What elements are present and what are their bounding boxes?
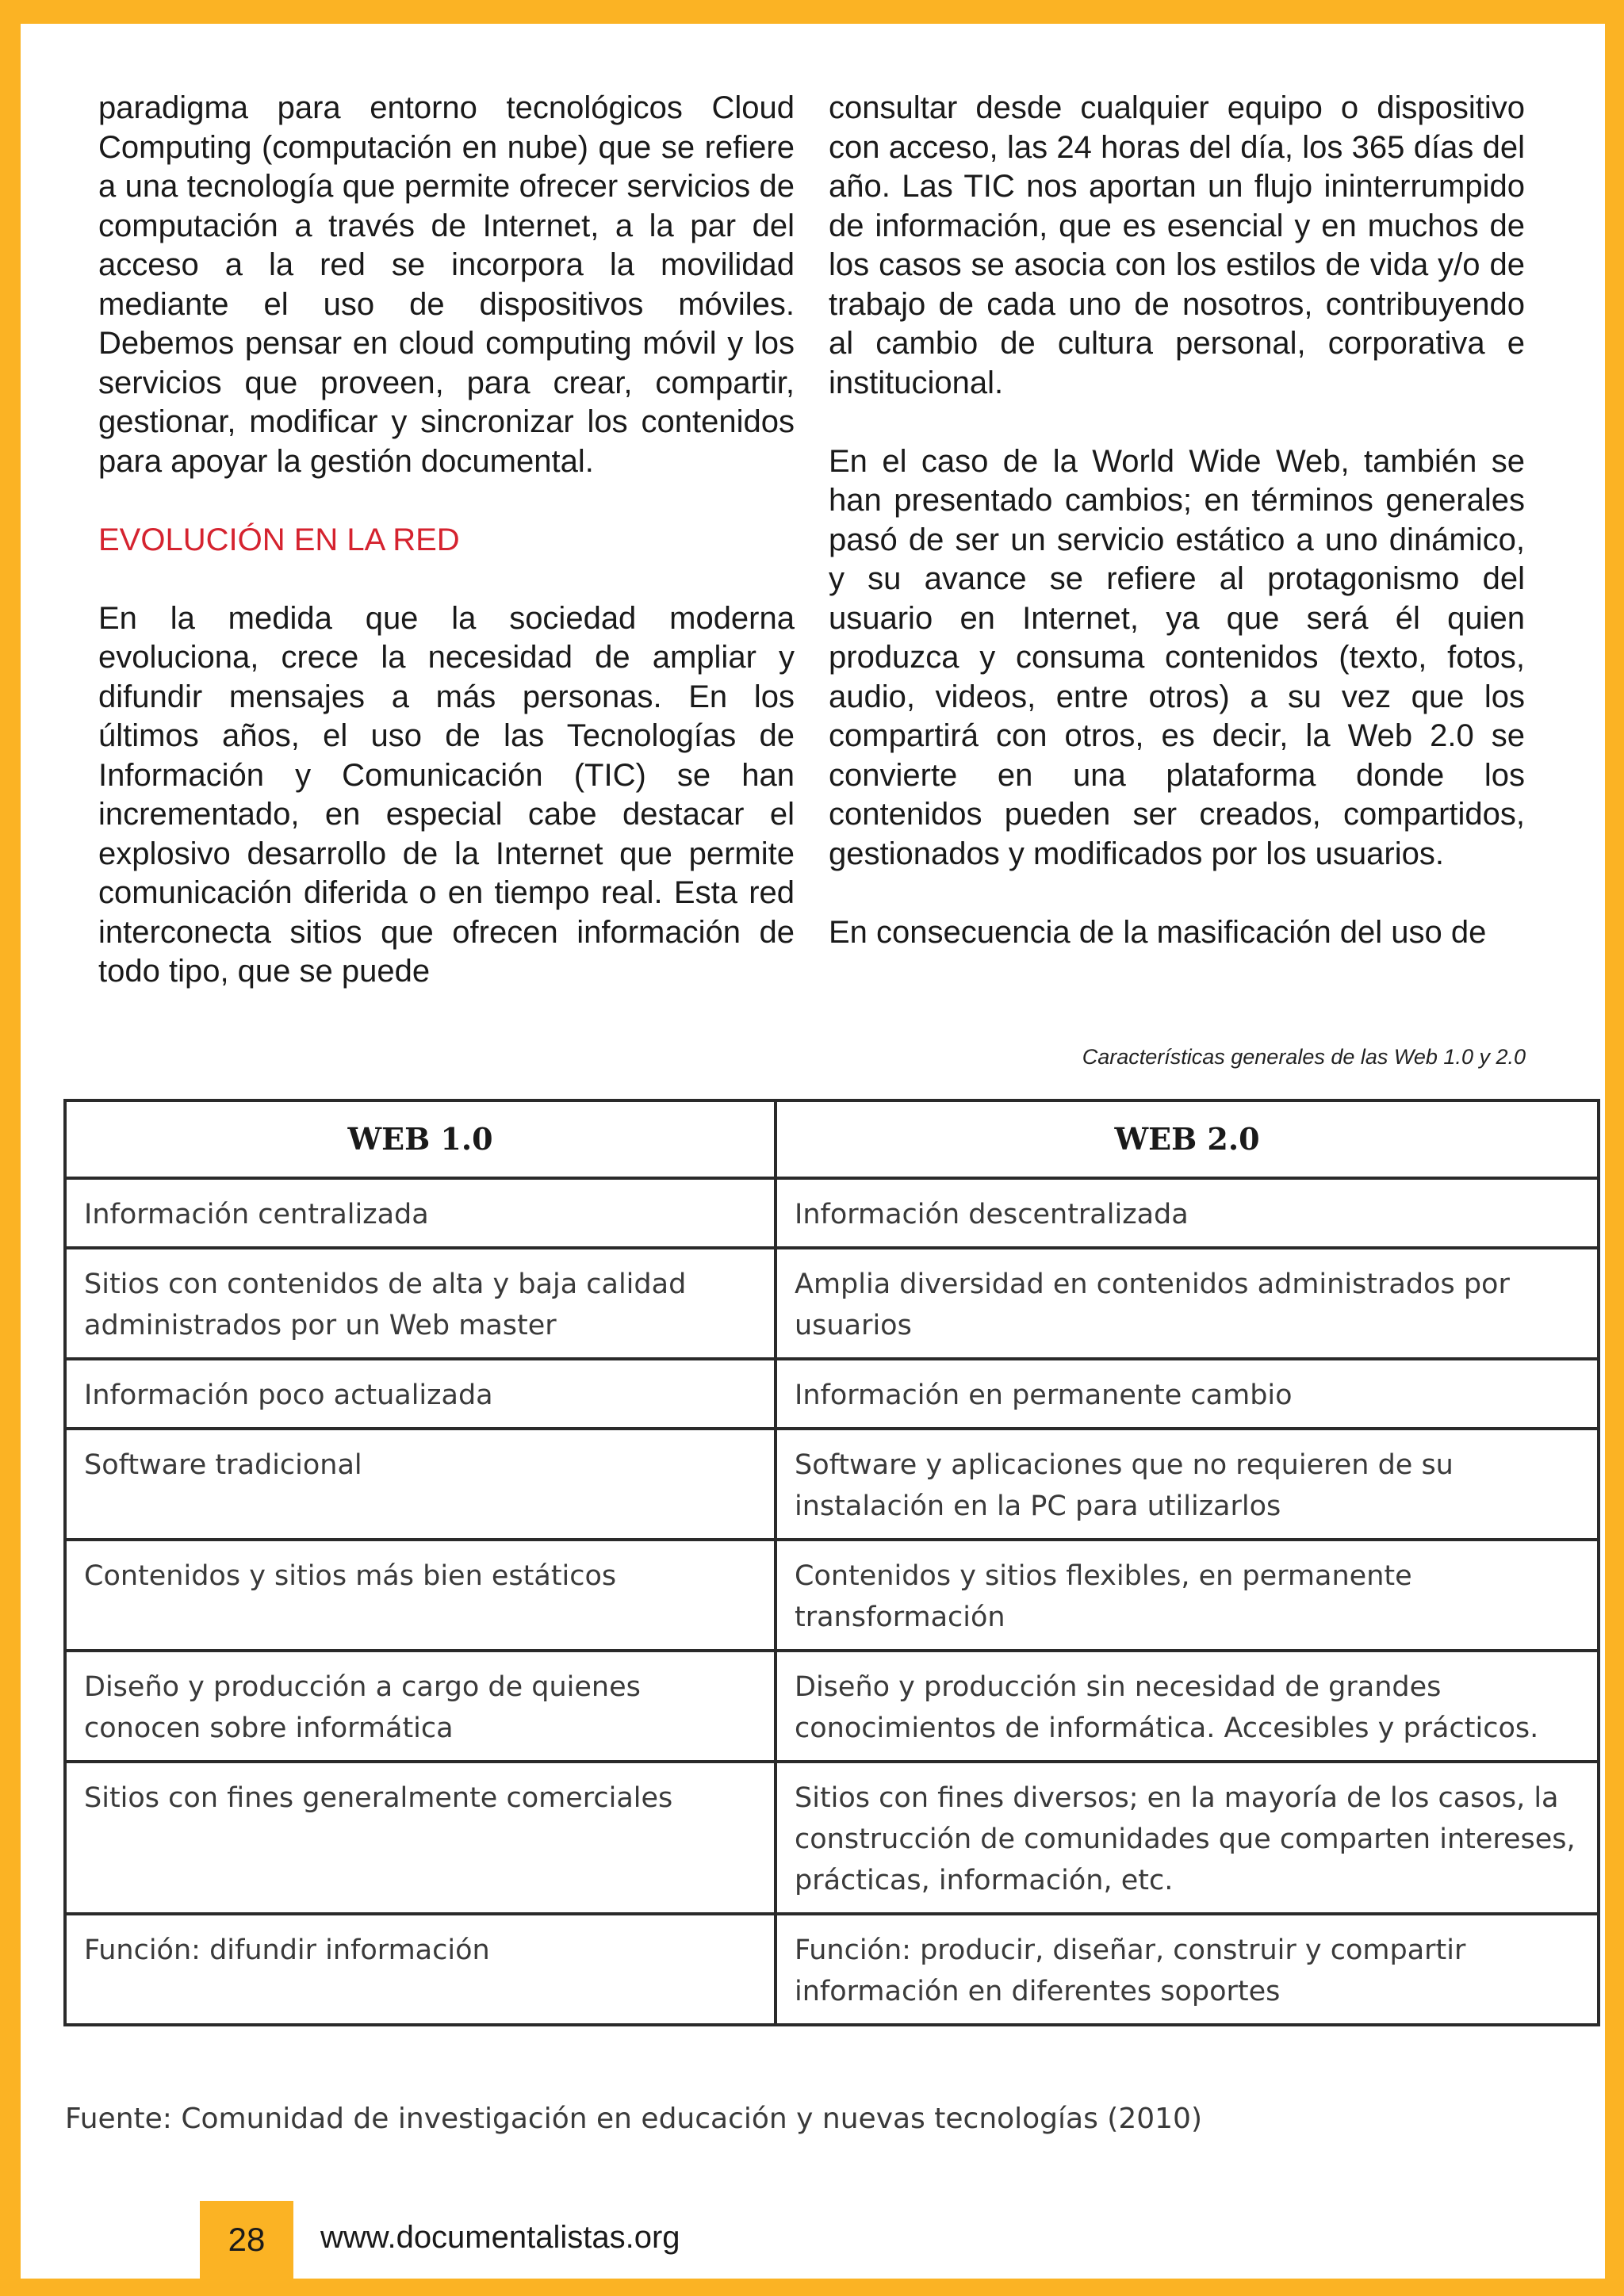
header-web-1: WEB 1.0 [65,1100,776,1178]
table-cell: Sitios con fines generalmente comerciales [65,1762,776,1914]
table-header-row [65,1100,1599,1178]
table-cell: Función: producir, diseñar, construir y compartir información en diferentes soportes [776,1914,1599,2025]
table-cell: Sitios con contenidos de alta y baja calidad administrados por un Web master [65,1248,776,1359]
table-cell: Diseño y producción sin necesidad de grandes conocimientos de informática. Accesibles y prácticos. [776,1651,1599,1762]
page-frame-bottom [0,2279,1624,2296]
header-web-2: WEB 2.0 [776,1100,1599,1178]
table-row [65,1540,1599,1651]
table-caption: Características generales de las Web 1.0 y 2.0 [1082,1045,1526,1069]
left-paragraph-1: paradigma para entorno tecnológicos Cloud Computing (computación en nube) que se refiere a una tecnología que permite ofrecer servicios de computación a través de Internet, a la par del acceso a la red se incorpora la movilidad mediante el uso de dispositivos móviles. Debemos pensar en cloud computing móvil y los servicios que proveen, para crear, compartir, gestionar, modificar y sincronizar los contenidos para apoyar la gestión documental. [98,90,795,479]
table-cell: Sitios con fines diversos; en la mayoría de los casos, la construcción de comunidades que comparten intereses, prácticas, información, etc. [776,1762,1599,1914]
web-comparison-table [63,1099,1600,2026]
table-cell: Diseño y producción a cargo de quienes conocen sobre informática [65,1651,776,1762]
page-frame-left [0,0,21,2296]
left-paragraph-2: En la medida que la sociedad moderna evoluciona, crece la necesidad de ampliar y difundir mensajes a más personas. En los últimos años, el uso de las Tecnologías de Información y Comunicación (TIC) se han incrementado, en especial cabe destacar el explosivo desarrollo de la Internet que permite comunicación diferida o en tiempo real. Esta red interconecta sitios que ofrecen información de todo tipo, que se puede [98,600,795,989]
footer-site-url: www.documentalistas.org [320,2220,680,2255]
table-row [65,1248,1599,1359]
table-row [65,1914,1599,2025]
table-row [65,1762,1599,1914]
right-paragraph-1: consultar desde cualquier equipo o dispositivo con acceso, las 24 horas del día, los 365 días del año. Las TIC nos aportan un flujo ininterrumpido de información, que es esencial y en muchos de los casos se asocia con los estilos de vida y/o de trabajo de cada uno de nosotros, contribuyendo al cambio de cultura personal, corporativa e institucional. [829,90,1525,400]
right-paragraph-2: En el caso de la World Wide Web, también se han presentado cambios; en términos generales pasó de ser un servicio estático a uno dinámico, y su avance se refiere al protagonismo del usuario en Internet, ya que será él quien produzca y consuma contenidos (texto, fotos, audio, videos, entre otros) a su vez que los compartirá con otros, es decir, la Web 2.0 se convierte en una plataforma donde los contenidos pueden ser creados, compartidos, gestionados y modificados por los usuarios. [829,443,1525,871]
right-paragraph-3: En consecuencia de la masificación del uso de [829,914,1487,950]
table-row [65,1429,1599,1540]
table-cell: Información centralizada [65,1178,776,1248]
table-row [65,1178,1599,1248]
page-frame-top [0,0,1624,24]
table-source-note: Fuente: Comunidad de investigación en educación y nuevas tecnologías (2010) [65,2103,1203,2135]
table-cell: Contenidos y sitios más bien estáticos [65,1540,776,1651]
table-cell: Función: difundir información [65,1914,776,2025]
right-text-column [829,89,1525,952]
table-cell: Amplia diversidad en contenidos administrados por usuarios [776,1248,1599,1359]
table-cell: Software y aplicaciones que no requieren de su instalación en la PC para utilizarlos [776,1429,1599,1540]
table-cell: Información poco actualizada [65,1359,776,1429]
table-cell: Información en permanente cambio [776,1359,1599,1429]
page-number: 28 [200,2201,293,2279]
section-heading: EVOLUCIÓN EN LA RED [98,522,460,557]
table-cell: Información descentralizada [776,1178,1599,1248]
table-cell: Software tradicional [65,1429,776,1540]
table-cell: Contenidos y sitios flexibles, en permanente transformación [776,1540,1599,1651]
table-row [65,1359,1599,1429]
left-text-column [98,89,795,992]
table-row [65,1651,1599,1762]
page-frame-right [1605,0,1624,2296]
